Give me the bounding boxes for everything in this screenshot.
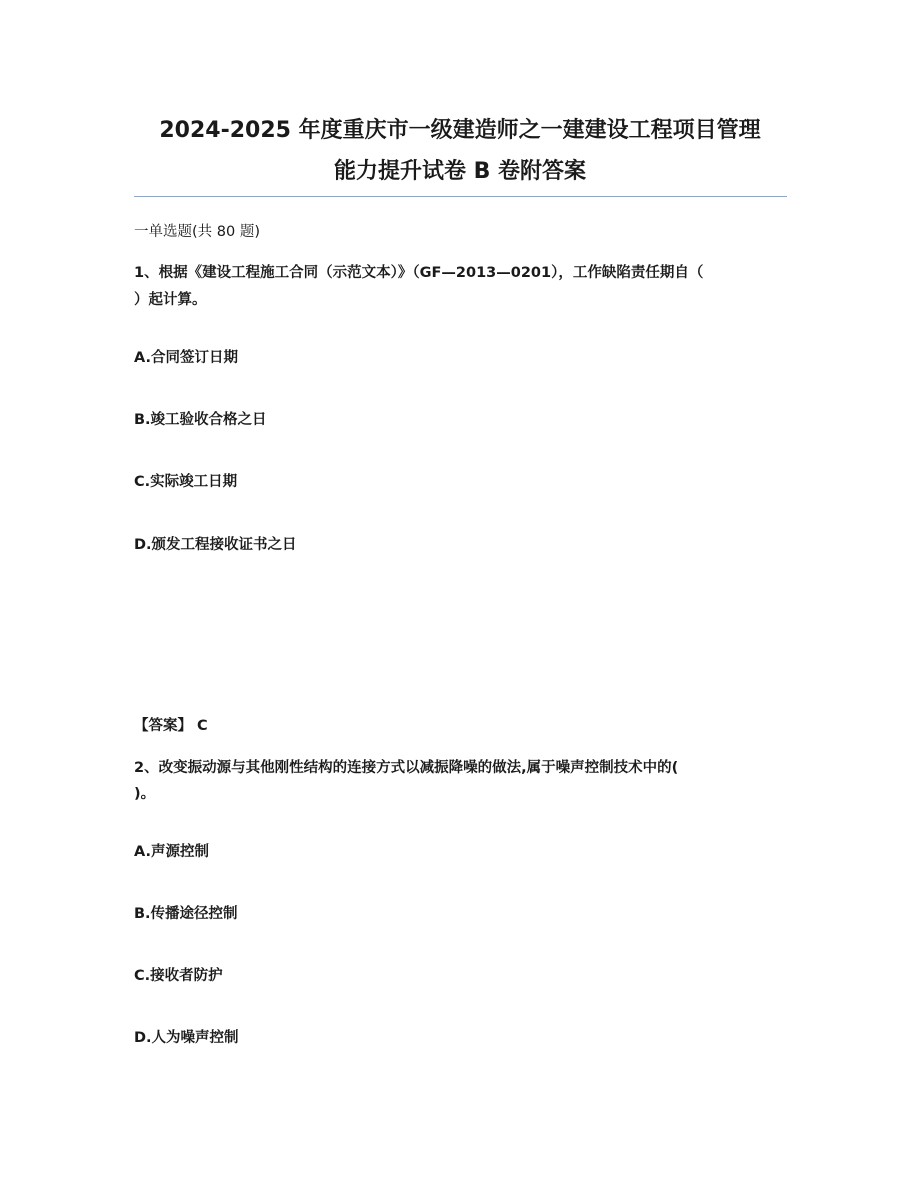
question-1-option-a: A.合同签订日期 bbox=[134, 350, 238, 366]
section-heading: 一单选题(共 80 题) bbox=[134, 224, 260, 240]
doc-title-line-2: 能力提升试卷 B 卷附答案 bbox=[333, 159, 587, 184]
doc-title-line-1: 2024-2025 年度重庆市一级建造师之一建建设工程项目管理 bbox=[159, 118, 761, 143]
question-1-text-line-1: 1、根据《建设工程施工合同（示范文本）》（GF—2013—0201），工作缺陷责任期自（ bbox=[134, 265, 704, 281]
question-2-option-d: D.人为噪声控制 bbox=[134, 1030, 239, 1046]
question-1-option-c: C.实际竣工日期 bbox=[134, 474, 238, 490]
question-2-text-line-2: )。 bbox=[134, 786, 156, 802]
question-1-answer: 【答案】 C bbox=[134, 718, 208, 734]
question-1-option-b: B.竣工验收合格之日 bbox=[134, 412, 267, 428]
question-1-option-d: D.颁发工程接收证书之日 bbox=[134, 537, 297, 553]
title-divider bbox=[134, 196, 787, 197]
question-2-text-line-1: 2、改变振动源与其他刚性结构的连接方式以减振降噪的做法,属于噪声控制技术中的( bbox=[134, 760, 679, 776]
question-2-option-a: A.声源控制 bbox=[134, 844, 209, 860]
question-2-option-b: B.传播途径控制 bbox=[134, 906, 238, 922]
question-1-text-line-2: ）起计算。 bbox=[134, 292, 207, 308]
question-2-option-c: C.接收者防护 bbox=[134, 968, 223, 984]
